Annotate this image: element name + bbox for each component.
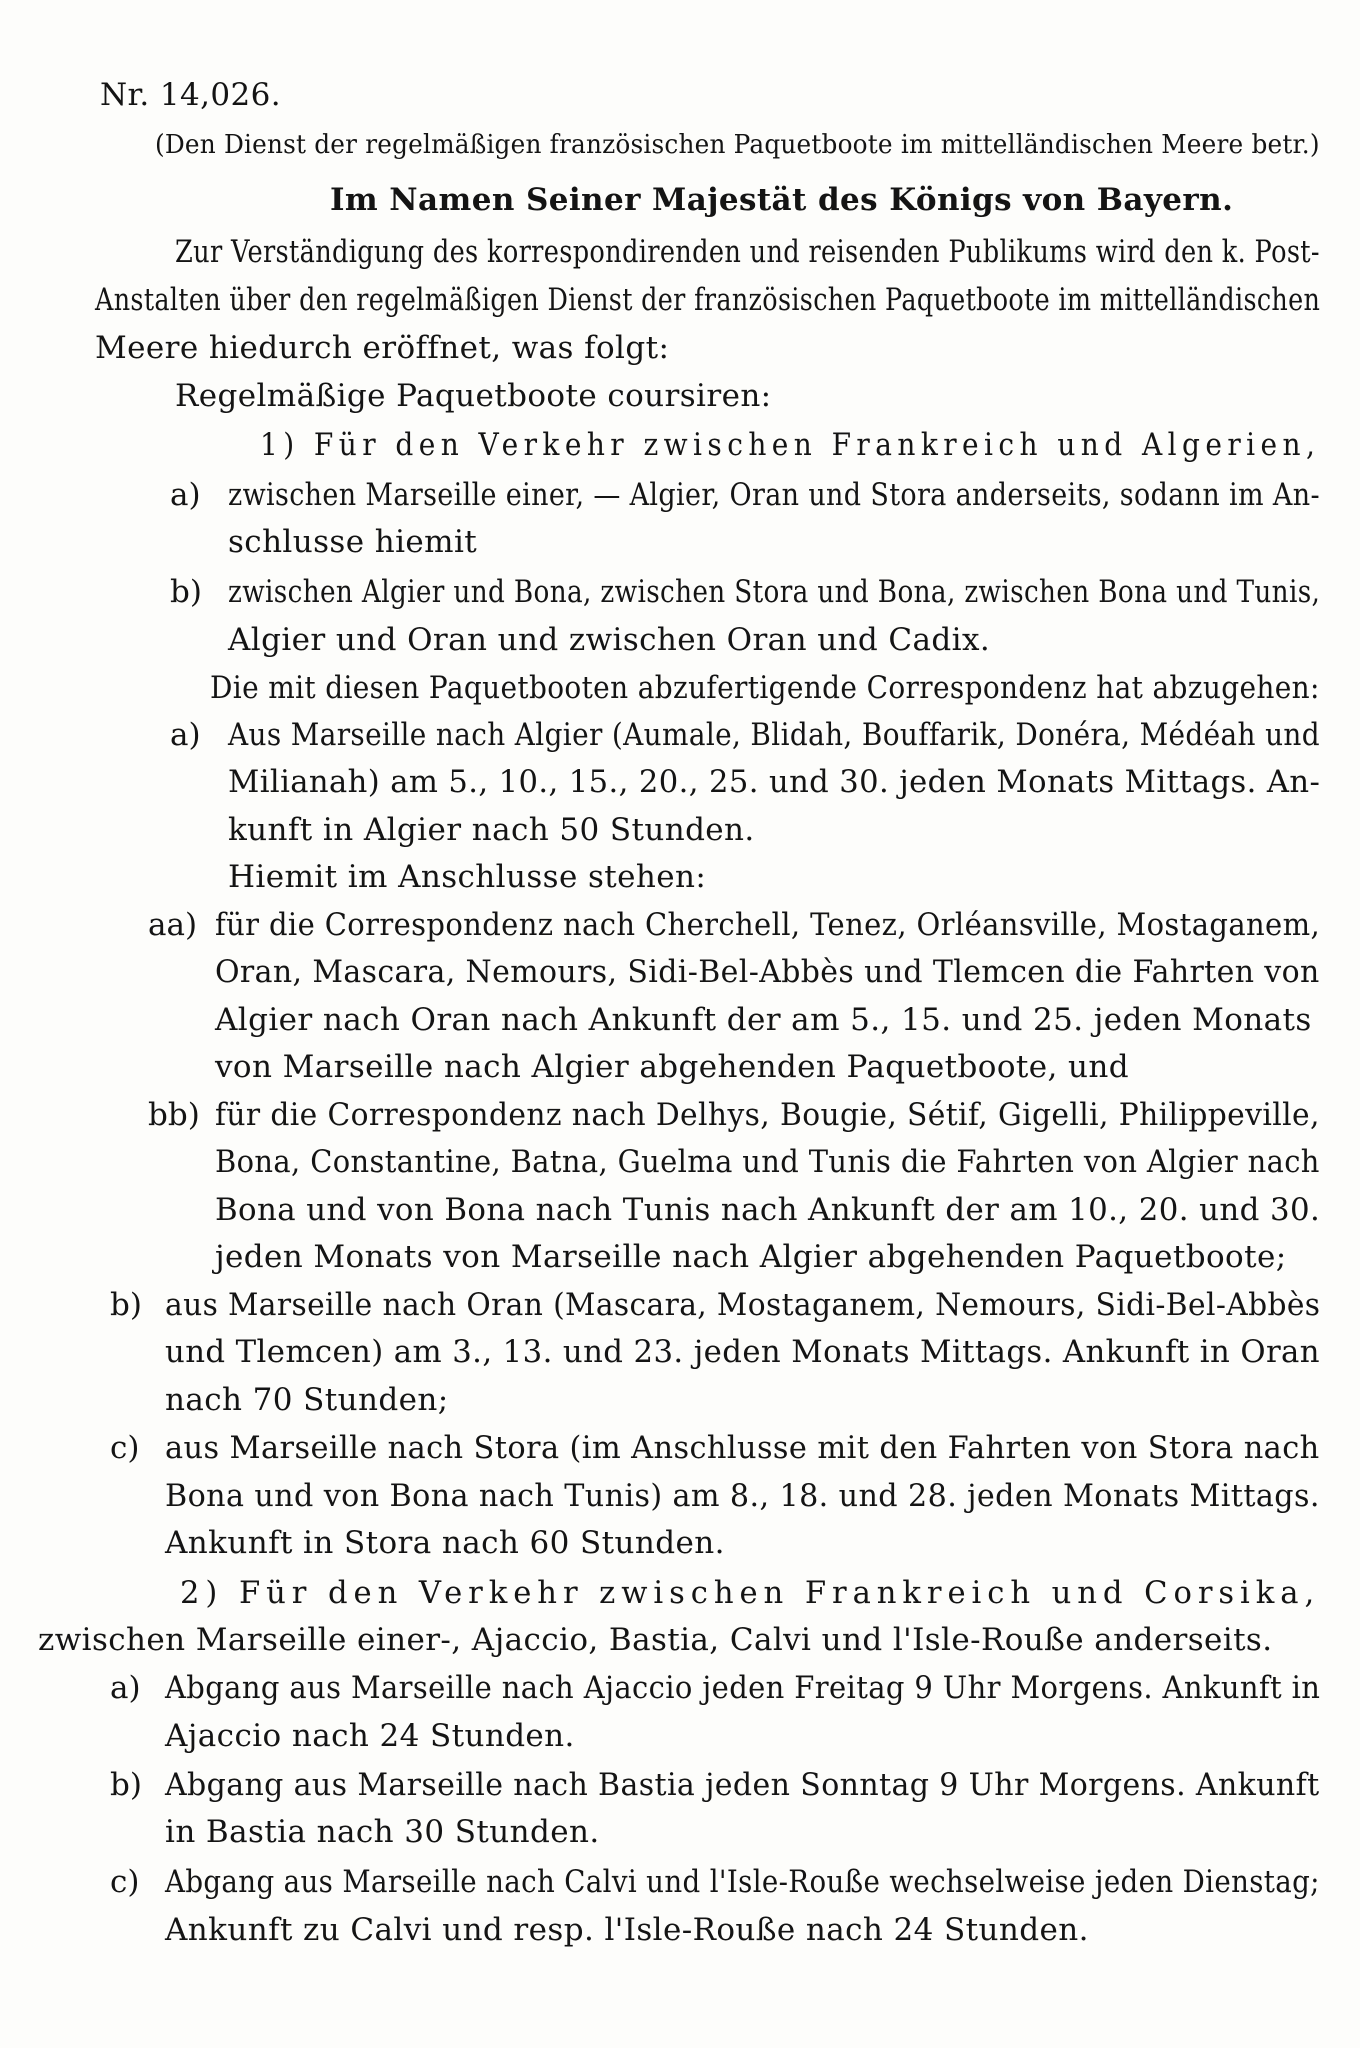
s1-bb-line-1: für die Correspondenz nach Delhys, Bougie, Sétif, Gigelli, Philippeville, bbox=[215, 1097, 1320, 1133]
s2-a-line-2: Ajaccio nach 24 Stunden. bbox=[165, 1718, 575, 1754]
s1-b-line-1: zwischen Algier und Bona, zwischen Stora und Bona, zwischen Bona und Tunis, bbox=[228, 574, 1321, 610]
marker-a: a) bbox=[110, 1670, 141, 1706]
s2-a-line-1: Abgang aus Marseille nach Ajaccio jeden Freitag 9 Uhr Morgens. Ankunft in bbox=[165, 1670, 1321, 1706]
s1-ca-line-1: Aus Marseille nach Algier (Aumale, Blidah, Bouffarik, Donéra, Médéah und bbox=[228, 717, 1320, 753]
section2-title: 2) Für den Verkehr zwischen Frankreich und Corsika, bbox=[180, 1575, 1321, 1611]
intro-line-2: Anstalten über den regelmäßigen Dienst der französischen Paquetboote im mittelländischen bbox=[95, 282, 1321, 318]
marker-c: c) bbox=[110, 1430, 140, 1466]
s1-bb-line-4: jeden Monats von Marseille nach Algier abgehenden Paquetboote; bbox=[215, 1239, 1287, 1275]
marker-bb: bb) bbox=[148, 1097, 200, 1133]
s2-b-line-2: in Bastia nach 30 Stunden. bbox=[165, 1814, 600, 1850]
document-number: Nr. 14,026. bbox=[100, 77, 281, 113]
regular-line: Regelmäßige Paquetboote coursiren: bbox=[175, 378, 772, 414]
intro-line-3: Meere hiedurch eröffnet, was folgt: bbox=[95, 330, 670, 366]
marker-a: a) bbox=[170, 717, 201, 753]
marker-a: a) bbox=[170, 477, 201, 513]
intro-line-1: Zur Verständigung des korrespondirenden und reisenden Publikums wird den k. Post- bbox=[175, 234, 1320, 270]
s1-cc-line-3: Ankunft in Stora nach 60 Stunden. bbox=[165, 1525, 725, 1561]
marker-c: c) bbox=[110, 1864, 140, 1900]
hiemit-line: Hiemit im Anschlusse stehen: bbox=[228, 859, 707, 895]
s1-bb-line-3: Bona und von Bona nach Tunis nach Ankunft der am 10., 20. und 30. bbox=[215, 1192, 1321, 1228]
marker-b: b) bbox=[110, 1767, 142, 1803]
s1-aa-line-2: Oran, Mascara, Nemours, Sidi-Bel-Abbès und Tlemcen die Fahrten von bbox=[215, 954, 1320, 990]
s1-aa-line-1: für die Correspondenz nach Cherchell, Tenez, Orléansville, Mostaganem, bbox=[215, 907, 1321, 943]
s1-ca-line-2: Milianah) am 5., 10., 15., 20., 25. und 30. jeden Monats Mittags. An- bbox=[228, 764, 1321, 800]
section1-title: 1) Für den Verkehr zwischen Frankreich und Algerien, bbox=[260, 427, 1321, 463]
document-heading: Im Namen Seiner Majestät des Königs von Bayern. bbox=[330, 182, 1234, 218]
s1-cb-line-2: und Tlemcen) am 3., 13. und 23. jeden Monats Mittags. Ankunft in Oran bbox=[165, 1334, 1320, 1370]
s1-cc-line-1: aus Marseille nach Stora (im Anschlusse mit den Fahrten von Stora nach bbox=[165, 1430, 1320, 1466]
s1-cb-line-3: nach 70 Stunden; bbox=[165, 1382, 449, 1418]
s1-bb-line-2: Bona, Constantine, Batna, Guelma und Tunis die Fahrten von Algier nach bbox=[215, 1144, 1320, 1180]
s1-cb-line-1: aus Marseille nach Oran (Mascara, Mostaganem, Nemours, Sidi-Bel-Abbès bbox=[165, 1287, 1321, 1323]
correspondence-intro: Die mit diesen Paquetbooten abzufertigende Correspondenz hat abzugehen: bbox=[210, 670, 1320, 706]
section2-subtitle: zwischen Marseille einer-, Ajaccio, Bastia, Calvi und l'Isle-Rouße anderseits. bbox=[38, 1622, 1273, 1658]
s1-cc-line-2: Bona und von Bona nach Tunis) am 8., 18. und 28. jeden Monats Mittags. bbox=[165, 1478, 1320, 1514]
marker-b: b) bbox=[170, 574, 202, 610]
s1-ca-line-3: kunft in Algier nach 50 Stunden. bbox=[228, 812, 755, 848]
marker-aa: aa) bbox=[148, 907, 198, 943]
s1-aa-line-4: von Marseille nach Algier abgehenden Paquetboote, und bbox=[215, 1049, 1129, 1085]
marker-b: b) bbox=[110, 1287, 142, 1323]
document-subject: (Den Dienst der regelmäßigen französischen Paquetboote im mittelländischen Meere betr.) bbox=[155, 130, 1320, 160]
s2-c-line-2: Ankunft zu Calvi und resp. l'Isle-Rouße nach 24 Stunden. bbox=[165, 1912, 1089, 1948]
s2-b-line-1: Abgang aus Marseille nach Bastia jeden Sonntag 9 Uhr Morgens. Ankunft bbox=[165, 1767, 1320, 1803]
s1-a-line-2: schlusse hiemit bbox=[228, 524, 478, 560]
s1-aa-line-3: Algier nach Oran nach Ankunft der am 5., 15. und 25. jeden Monats bbox=[215, 1002, 1312, 1038]
s2-c-line-1: Abgang aus Marseille nach Calvi und l'Isle-Rouße wechselweise jeden Dienstag; bbox=[165, 1864, 1320, 1900]
s1-a-line-1: zwischen Marseille einer, — Algier, Oran und Stora anderseits, sodann im An- bbox=[228, 477, 1320, 513]
s1-b-line-2: Algier und Oran und zwischen Oran und Cadix. bbox=[228, 622, 991, 658]
